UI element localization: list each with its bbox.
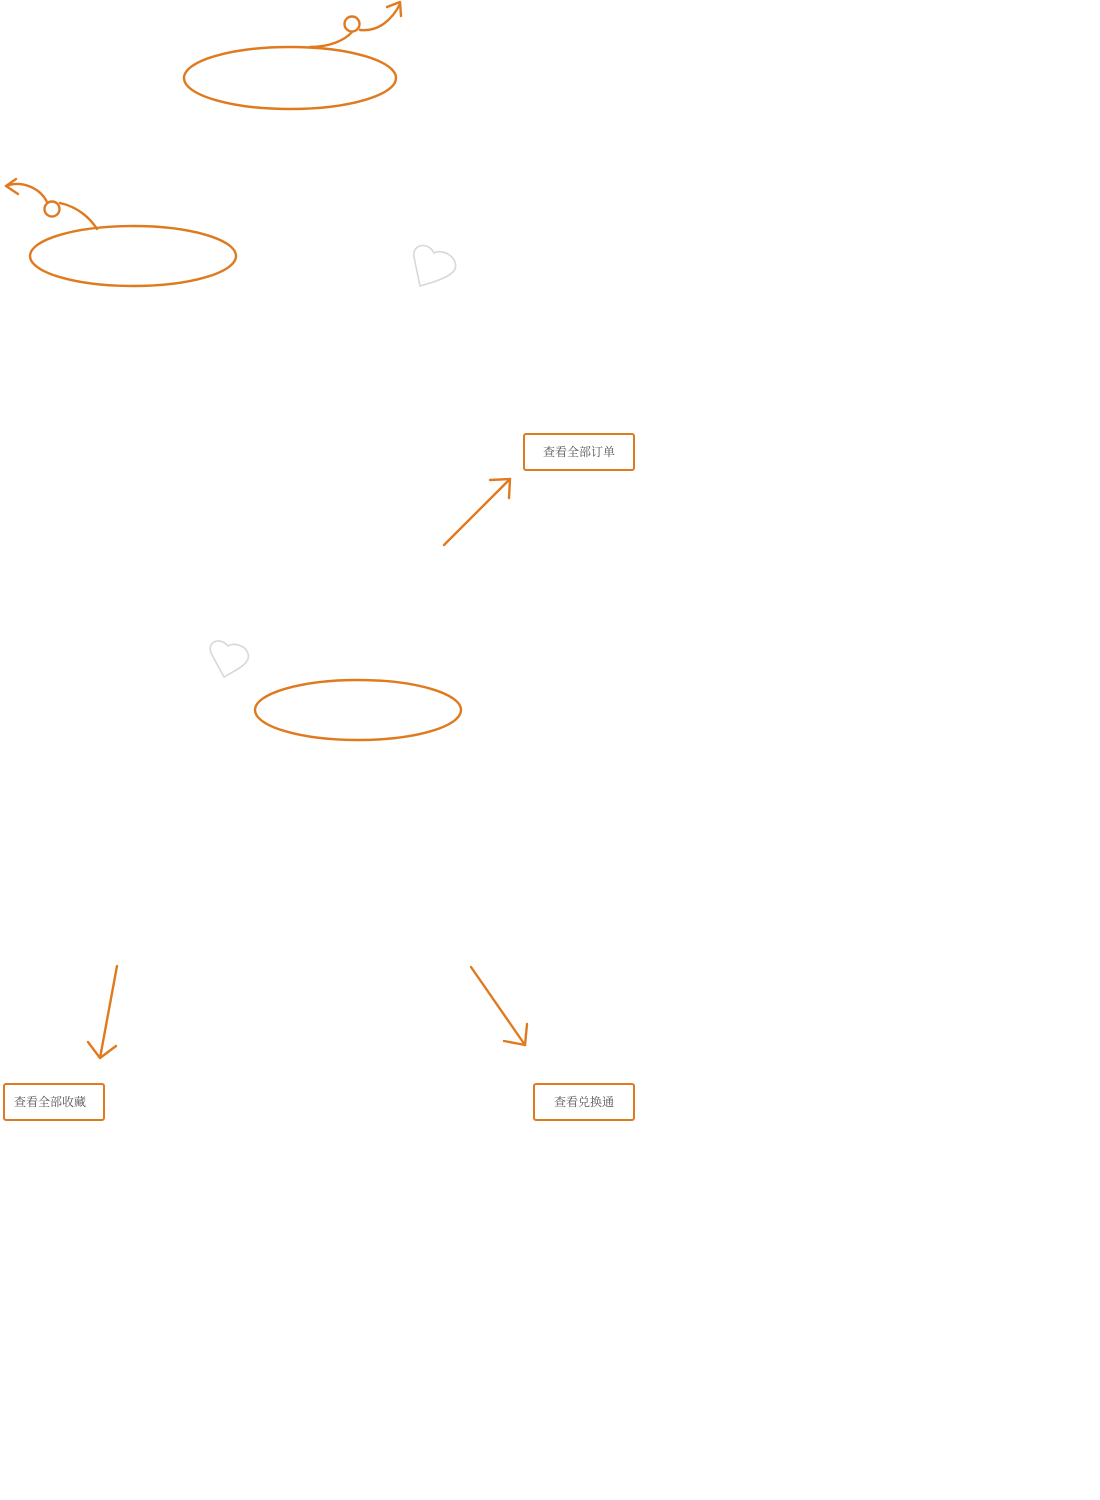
arrow-to-exchange: [471, 967, 527, 1045]
arrow-to-favorites: [88, 966, 117, 1058]
view-all-favorites-button[interactable]: 查看全部收藏: [3, 1083, 105, 1121]
highlight-ellipse-top: [184, 47, 396, 109]
heart-outline-icon: [414, 245, 456, 286]
curly-arrow-left: [6, 179, 97, 229]
highlight-ellipse-left: [30, 226, 236, 286]
view-exchange-button[interactable]: 查看兑换通: [533, 1083, 635, 1121]
arrow-to-orders: [444, 479, 510, 545]
view-all-orders-button[interactable]: 查看全部订单: [523, 433, 635, 471]
curly-arrow-top: [310, 2, 401, 47]
highlight-ellipse-middle: [255, 680, 461, 740]
heart-outline-icon: [210, 641, 248, 677]
